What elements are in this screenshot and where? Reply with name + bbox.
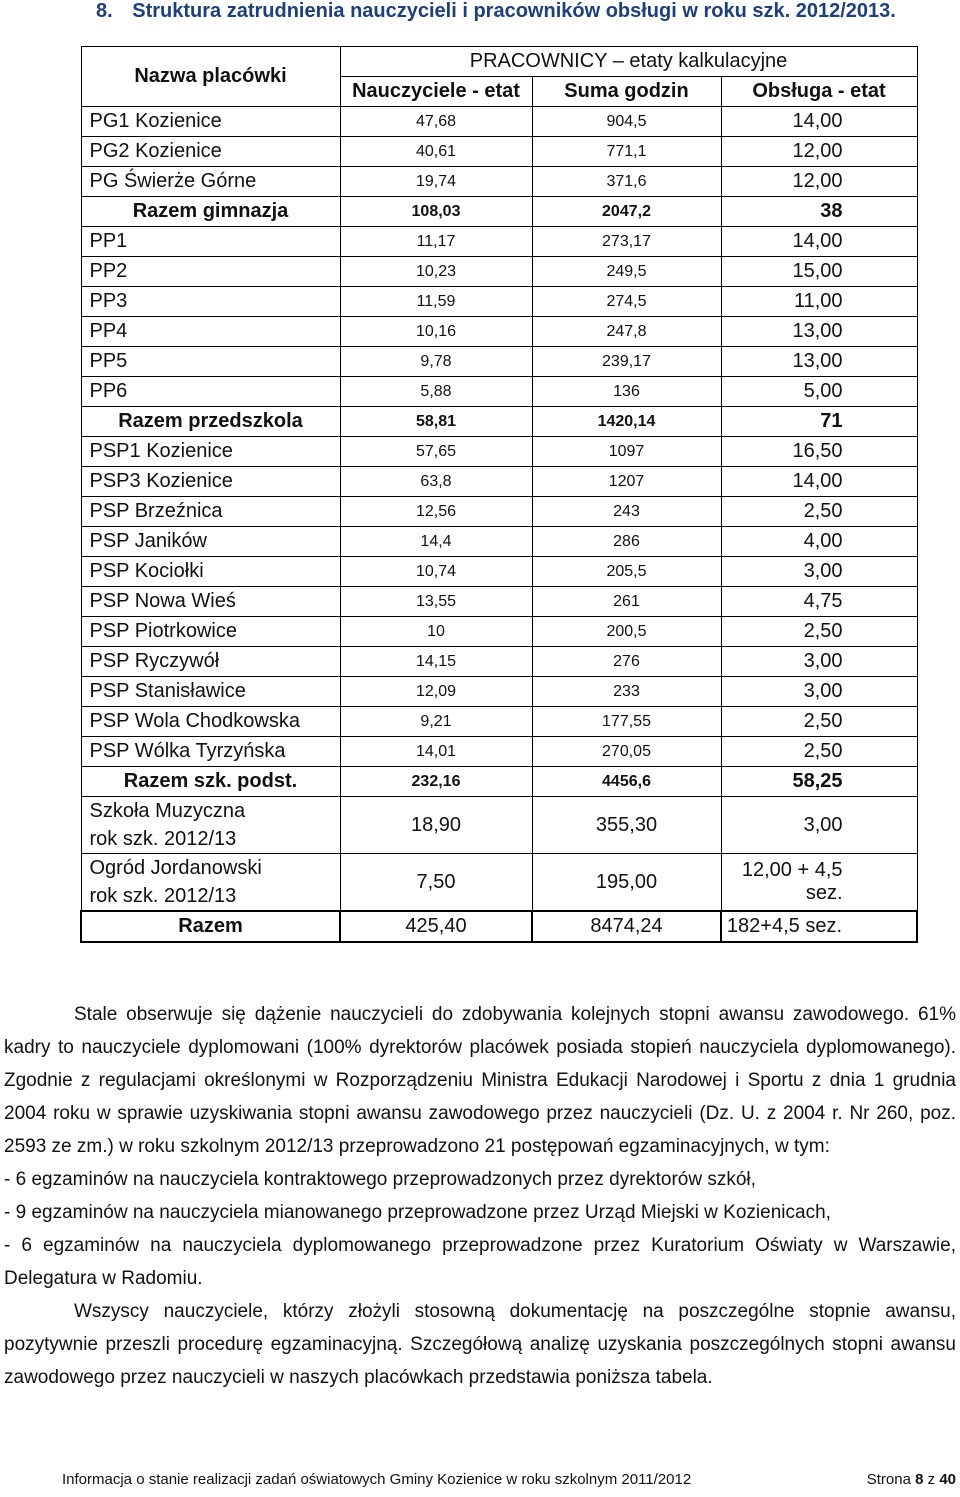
cell-teachers: 12,09 — [340, 677, 532, 707]
list-item-2: - 9 egzaminów na nauczyciela mianowanego przeprowadzone przez Urząd Miejski w Kozienicach, — [4, 1202, 831, 1223]
cell-name: PP1 — [81, 227, 340, 257]
staff-table — [80, 46, 918, 943]
table-row — [81, 467, 917, 497]
table-row — [81, 137, 917, 167]
cell-staff: 16,50 — [721, 437, 917, 467]
cell-name: PP6 — [81, 377, 340, 407]
cell-teachers: 12,56 — [340, 497, 532, 527]
cell-staff: 13,00 — [721, 317, 917, 347]
cell-hours: 4456,6 — [532, 767, 721, 797]
table-row — [81, 797, 917, 854]
cell-name: Razem — [81, 911, 340, 942]
cell-hours: 286 — [532, 527, 721, 557]
cell-hours: 904,5 — [532, 107, 721, 137]
table-row — [81, 287, 917, 317]
cell-teachers: 9,21 — [340, 707, 532, 737]
cell-hours: 274,5 — [532, 287, 721, 317]
section-heading — [96, 0, 896, 23]
cell-name — [81, 797, 340, 854]
cell-teachers: 108,03 — [340, 197, 532, 227]
cell-teachers: 9,78 — [340, 347, 532, 377]
table-row — [81, 437, 917, 467]
cell-teachers: 19,74 — [340, 167, 532, 197]
cell-staff: 4,75 — [721, 587, 917, 617]
cell-teachers: 10,74 — [340, 557, 532, 587]
cell-teachers: 14,01 — [340, 737, 532, 767]
cell-teachers: 10,23 — [340, 257, 532, 287]
cell-name: PSP Brzeźnica — [81, 497, 340, 527]
cell-name: PSP Ryczywół — [81, 647, 340, 677]
cell-hours: 1420,14 — [532, 407, 721, 437]
cell-teachers: 10,16 — [340, 317, 532, 347]
cell-name: PG1 Kozienice — [81, 107, 340, 137]
cell-teachers: 13,55 — [340, 587, 532, 617]
cell-staff: 4,00 — [721, 527, 917, 557]
cell-teachers: 425,40 — [340, 911, 532, 942]
col-header-hours: Suma godzin — [532, 77, 721, 107]
table-row — [81, 767, 917, 797]
cell-teachers: 11,59 — [340, 287, 532, 317]
cell-hours: 177,55 — [532, 707, 721, 737]
table-row — [81, 227, 917, 257]
section-number: 8. — [96, 0, 113, 22]
cell-staff: 3,00 — [721, 557, 917, 587]
cell-teachers: 47,68 — [340, 107, 532, 137]
table-row — [81, 197, 917, 227]
cell-teachers: 232,16 — [340, 767, 532, 797]
cell-teachers: 14,15 — [340, 647, 532, 677]
cell-name: Razem przedszkola — [81, 407, 340, 437]
cell-teachers: 7,50 — [340, 854, 532, 912]
cell-hours: 771,1 — [532, 137, 721, 167]
cell-name: PP5 — [81, 347, 340, 377]
col-header-teachers: Nauczyciele - etat — [340, 77, 532, 107]
cell-hours: 205,5 — [532, 557, 721, 587]
cell-teachers: 57,65 — [340, 437, 532, 467]
paragraph-1: Stale obserwuje się dążenie nauczycieli do zdobywania kolejnych stopni awansu zawodowego. 61% kadry to nauczyciele dyplomowani (100% dyrektorów placówek posiada stopień nauczyciela dyplomowanego). Zgodnie z regulacjami określonymi w Rozporządzeniu Ministra Edukacji Narodowej i Sportu z dnia 1 grudnia 2004 roku w sprawie uzyskiwania stopni awansu zawodowego przez nauczycieli (Dz. U. z 2004 r. Nr 260, poz. 2593 ze zm.) w roku szkolnym 2012/13 przeprowadzono 21 postępowań egzaminacyjnych, w tym: — [4, 1004, 956, 1157]
cell-hours: 1097 — [532, 437, 721, 467]
cell-hours: 355,30 — [532, 797, 721, 854]
cell-hours: 270,05 — [532, 737, 721, 767]
cell-staff: 182+4,5 sez. — [721, 911, 917, 942]
table-row — [81, 107, 917, 137]
table-row — [81, 347, 917, 377]
table-row — [81, 617, 917, 647]
cell-staff: 5,00 — [721, 377, 917, 407]
table-row — [81, 677, 917, 707]
cell-name — [81, 854, 340, 912]
cell-hours: 8474,24 — [532, 911, 721, 942]
cell-staff: 2,50 — [721, 617, 917, 647]
cell-staff: 71 — [721, 407, 917, 437]
cell-hours: 239,17 — [532, 347, 721, 377]
cell-staff: 15,00 — [721, 257, 917, 287]
cell-hours: 2047,2 — [532, 197, 721, 227]
cell-staff: 14,00 — [721, 227, 917, 257]
cell-hours: 371,6 — [532, 167, 721, 197]
table-row — [81, 407, 917, 437]
cell-name-line1: Szkoła Muzyczna — [89, 800, 246, 822]
cell-name: PP3 — [81, 287, 340, 317]
cell-name: PP4 — [81, 317, 340, 347]
table-body — [81, 107, 917, 943]
cell-hours: 200,5 — [532, 617, 721, 647]
col-header-name: Nazwa placówki — [81, 47, 340, 107]
cell-staff: 14,00 — [721, 107, 917, 137]
table-row — [81, 497, 917, 527]
cell-name-line2: rok szk. 2012/13 — [89, 885, 237, 907]
page-number: Strona 8 z 40 — [866, 1471, 956, 1488]
cell-hours: 243 — [532, 497, 721, 527]
cell-name: PG2 Kozienice — [81, 137, 340, 167]
table-row — [81, 527, 917, 557]
cell-staff: 3,00 — [721, 677, 917, 707]
cell-name: Razem szk. podst. — [81, 767, 340, 797]
group-header: PRACOWNICY – etaty kalkulacyjne — [340, 47, 917, 77]
table-row — [81, 317, 917, 347]
cell-name: PSP Piotrkowice — [81, 617, 340, 647]
cell-name: PSP Stanisławice — [81, 677, 340, 707]
table-row — [81, 257, 917, 287]
cell-hours: 261 — [532, 587, 721, 617]
cell-hours: 195,00 — [532, 854, 721, 912]
cell-name: PSP Nowa Wieś — [81, 587, 340, 617]
cell-staff: 12,00 — [721, 167, 917, 197]
cell-name: PSP Janików — [81, 527, 340, 557]
cell-hours: 247,8 — [532, 317, 721, 347]
cell-teachers: 11,17 — [340, 227, 532, 257]
cell-hours: 249,5 — [532, 257, 721, 287]
cell-hours: 233 — [532, 677, 721, 707]
cell-name: PSP Kociołki — [81, 557, 340, 587]
cell-staff: 12,00 + 4,5 sez. — [721, 854, 917, 912]
table-row — [81, 911, 917, 942]
paragraph-2: Wszyscy nauczyciele, którzy złożyli stosowną dokumentację na poszczególne stopnie awansu, pozytywnie przeszli procedurę egzaminacyjną. Szczegółową analizę uzyskania poszczególnych stopni awansu zawodowego przez nauczycieli w naszych placówkach przedstawia poniższa tabela. — [4, 1301, 956, 1388]
cell-hours: 136 — [532, 377, 721, 407]
cell-name-line1: Ogród Jordanowski — [89, 857, 262, 879]
cell-staff: 13,00 — [721, 347, 917, 377]
cell-name: PSP Wólka Tyrzyńska — [81, 737, 340, 767]
page-footer — [62, 1471, 956, 1488]
table-row — [81, 377, 917, 407]
cell-teachers: 58,81 — [340, 407, 532, 437]
cell-name: PSP3 Kozienice — [81, 467, 340, 497]
col-header-staff: Obsługa - etat — [721, 77, 917, 107]
cell-staff: 11,00 — [721, 287, 917, 317]
footer-text: Informacja o stanie realizacji zadań oświatowych Gminy Kozienice w roku szkolnym 2011/2012 — [62, 1471, 692, 1488]
cell-teachers: 14,4 — [340, 527, 532, 557]
cell-teachers: 18,90 — [340, 797, 532, 854]
cell-hours: 276 — [532, 647, 721, 677]
cell-teachers: 63,8 — [340, 467, 532, 497]
body-text — [4, 998, 956, 1394]
cell-name: PG Świerże Górne — [81, 167, 340, 197]
cell-teachers: 5,88 — [340, 377, 532, 407]
cell-hours: 273,17 — [532, 227, 721, 257]
cell-name: Razem gimnazja — [81, 197, 340, 227]
table-row — [81, 557, 917, 587]
cell-staff: 3,00 — [721, 797, 917, 854]
cell-staff: 2,50 — [721, 707, 917, 737]
cell-staff: 38 — [721, 197, 917, 227]
cell-staff: 2,50 — [721, 497, 917, 527]
table-row — [81, 587, 917, 617]
cell-name-line2: rok szk. 2012/13 — [89, 828, 237, 850]
table-row — [81, 854, 917, 912]
cell-hours: 1207 — [532, 467, 721, 497]
table-row — [81, 647, 917, 677]
cell-name: PSP1 Kozienice — [81, 437, 340, 467]
table-row — [81, 707, 917, 737]
list-item-3: - 6 egzaminów na nauczyciela dyplomowanego przeprowadzone przez Kuratorium Oświaty w Warszawie, Delegatura w Radomiu. — [4, 1235, 956, 1289]
table-row — [81, 167, 917, 197]
cell-teachers: 10 — [340, 617, 532, 647]
section-title: Struktura zatrudnienia nauczycieli i pracowników obsługi w roku szk. 2012/2013. — [132, 0, 896, 22]
cell-staff: 58,25 — [721, 767, 917, 797]
cell-staff: 2,50 — [721, 737, 917, 767]
cell-staff: 12,00 — [721, 137, 917, 167]
cell-staff: 14,00 — [721, 467, 917, 497]
list-item-1: - 6 egzaminów na nauczyciela kontraktowego przeprowadzonych przez dyrektorów szkół, — [4, 1169, 756, 1190]
table-row — [81, 737, 917, 767]
cell-name: PP2 — [81, 257, 340, 287]
cell-staff: 3,00 — [721, 647, 917, 677]
cell-name: PSP Wola Chodkowska — [81, 707, 340, 737]
cell-teachers: 40,61 — [340, 137, 532, 167]
